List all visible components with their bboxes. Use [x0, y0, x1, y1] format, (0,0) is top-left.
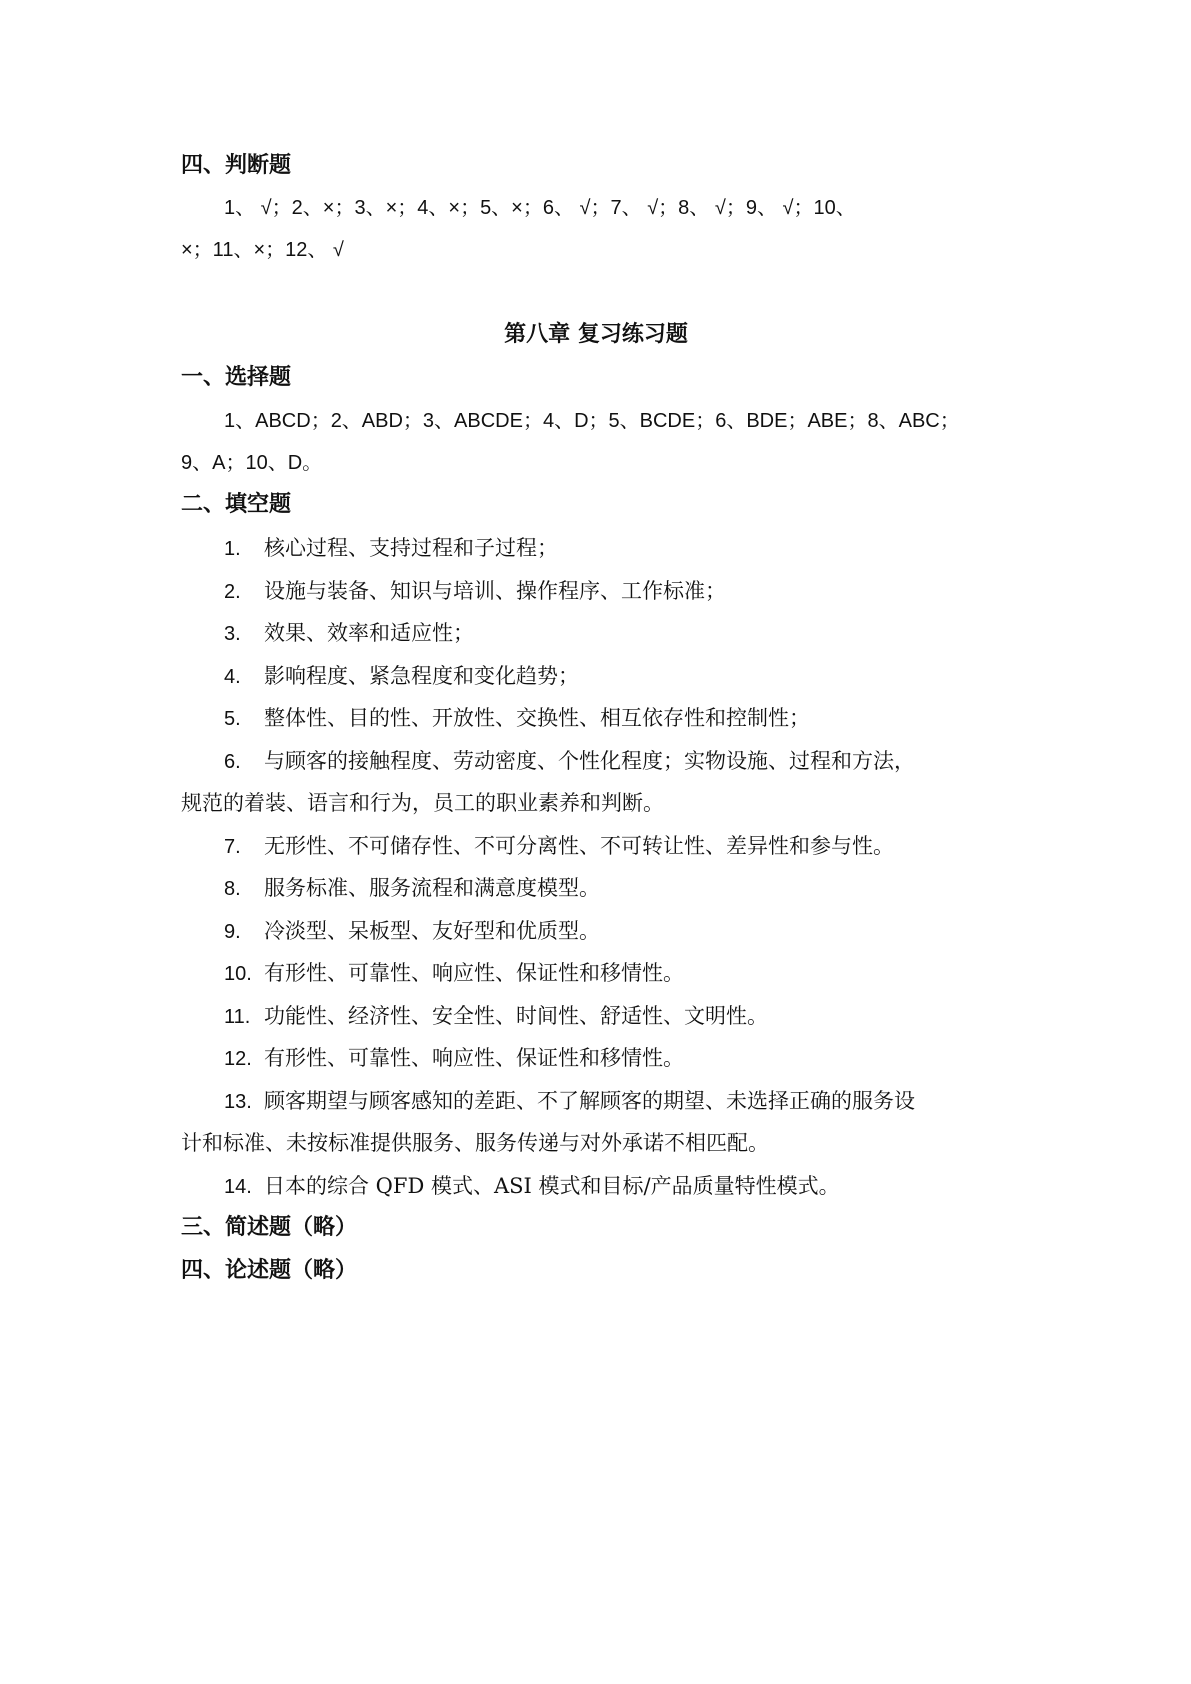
fill-item-number: 11.	[224, 1006, 251, 1028]
fill-item-number: 5.	[224, 708, 241, 730]
section-heading-essay: 四、论述题（略）	[181, 1258, 358, 1283]
fill-item-number: 14.	[224, 1176, 252, 1198]
fill-item-text: 服务标准、服务流程和满意度模型。	[264, 876, 600, 900]
fill-item	[224, 958, 1011, 989]
fill-item-text: 有形性、可靠性、响应性、保证性和移情性。	[264, 961, 684, 985]
fill-item	[224, 746, 1011, 777]
fill-item-number: 12.	[224, 1048, 252, 1070]
fill-item-text: 与顾客的接触程度、劳动密度、个性化程度；实物设施、过程和方法，	[264, 749, 915, 773]
choice-answers-line-2: 9、A；10、D。	[181, 452, 323, 474]
fill-item-number: 1.	[224, 538, 241, 560]
section-heading-judgment: 四、判断题	[181, 153, 292, 178]
fill-item	[224, 618, 1011, 649]
choice-answers-line-1: 1、ABCD；2、ABD；3、ABCDE；4、D；5、BCDE；6、BDE；ABE；8、ABC；	[224, 410, 960, 432]
fill-item-text: 冷淡型、呆板型、友好型和优质型。	[264, 919, 600, 943]
fill-item-text: 顾客期望与顾客感知的差距、不了解顾客的期望、未选择正确的服务设	[264, 1089, 915, 1113]
fill-item-number: 10.	[224, 963, 252, 985]
fill-item	[224, 703, 1011, 734]
chapter-title: 第八章 复习练习题	[504, 322, 688, 347]
section-heading-choice: 一、选择题	[181, 365, 292, 390]
fill-item-text: 整体性、目的性、开放性、交换性、相互依存性和控制性；	[264, 706, 810, 730]
fill-item-number: 6.	[224, 751, 241, 773]
fill-item-continuation: 计和标准、未按标准提供服务、服务传递与对外承诺不相匹配。	[181, 1131, 769, 1155]
fill-item	[224, 1043, 1011, 1074]
fill-item	[224, 1001, 1011, 1032]
fill-item-number: 4.	[224, 666, 241, 688]
fill-item-text: 设施与装备、知识与培训、操作程序、工作标准；	[264, 579, 726, 603]
fill-item-text: 无形性、不可储存性、不可分离性、不可转让性、差异性和参与性。	[264, 834, 894, 858]
fill-item-text: 日本的综合 QFD 模式、ASI 模式和目标/产品质量特性模式。	[264, 1174, 840, 1198]
fill-item-number: 13.	[224, 1091, 252, 1113]
fill-item-number: 7.	[224, 836, 241, 858]
judgment-answers-line-1: 1、 √；2、×；3、×；4、×；5、×；6、 √；7、 √；8、 √；9、 √；10、	[224, 197, 856, 219]
fill-item-continuation: 规范的着装、语言和行为，员工的职业素养和判断。	[181, 791, 664, 815]
section-heading-short-answer: 三、简述题（略）	[181, 1215, 358, 1240]
fill-item-text: 核心过程、支持过程和子过程；	[264, 536, 558, 560]
fill-item	[224, 661, 1011, 692]
fill-item-number: 2.	[224, 581, 241, 603]
fill-item	[224, 576, 1011, 607]
fill-item-number: 8.	[224, 878, 241, 900]
fill-item-text: 功能性、经济性、安全性、时间性、舒适性、文明性。	[264, 1004, 768, 1028]
section-heading-fill: 二、填空题	[181, 492, 292, 517]
fill-item-number: 3.	[224, 623, 241, 645]
fill-item-text: 影响程度、紧急程度和变化趋势；	[264, 664, 579, 688]
fill-item-number: 9.	[224, 921, 241, 943]
fill-item-text: 效果、效率和适应性；	[264, 621, 474, 645]
fill-item	[224, 873, 1011, 904]
fill-item	[224, 1086, 1011, 1117]
fill-item	[224, 533, 1011, 564]
judgment-answers-line-2: ×；11、×；12、 √	[181, 239, 344, 261]
fill-item	[224, 916, 1011, 947]
fill-item	[224, 831, 1011, 862]
fill-item	[224, 1171, 1011, 1202]
fill-item-text: 有形性、可靠性、响应性、保证性和移情性。	[264, 1046, 684, 1070]
